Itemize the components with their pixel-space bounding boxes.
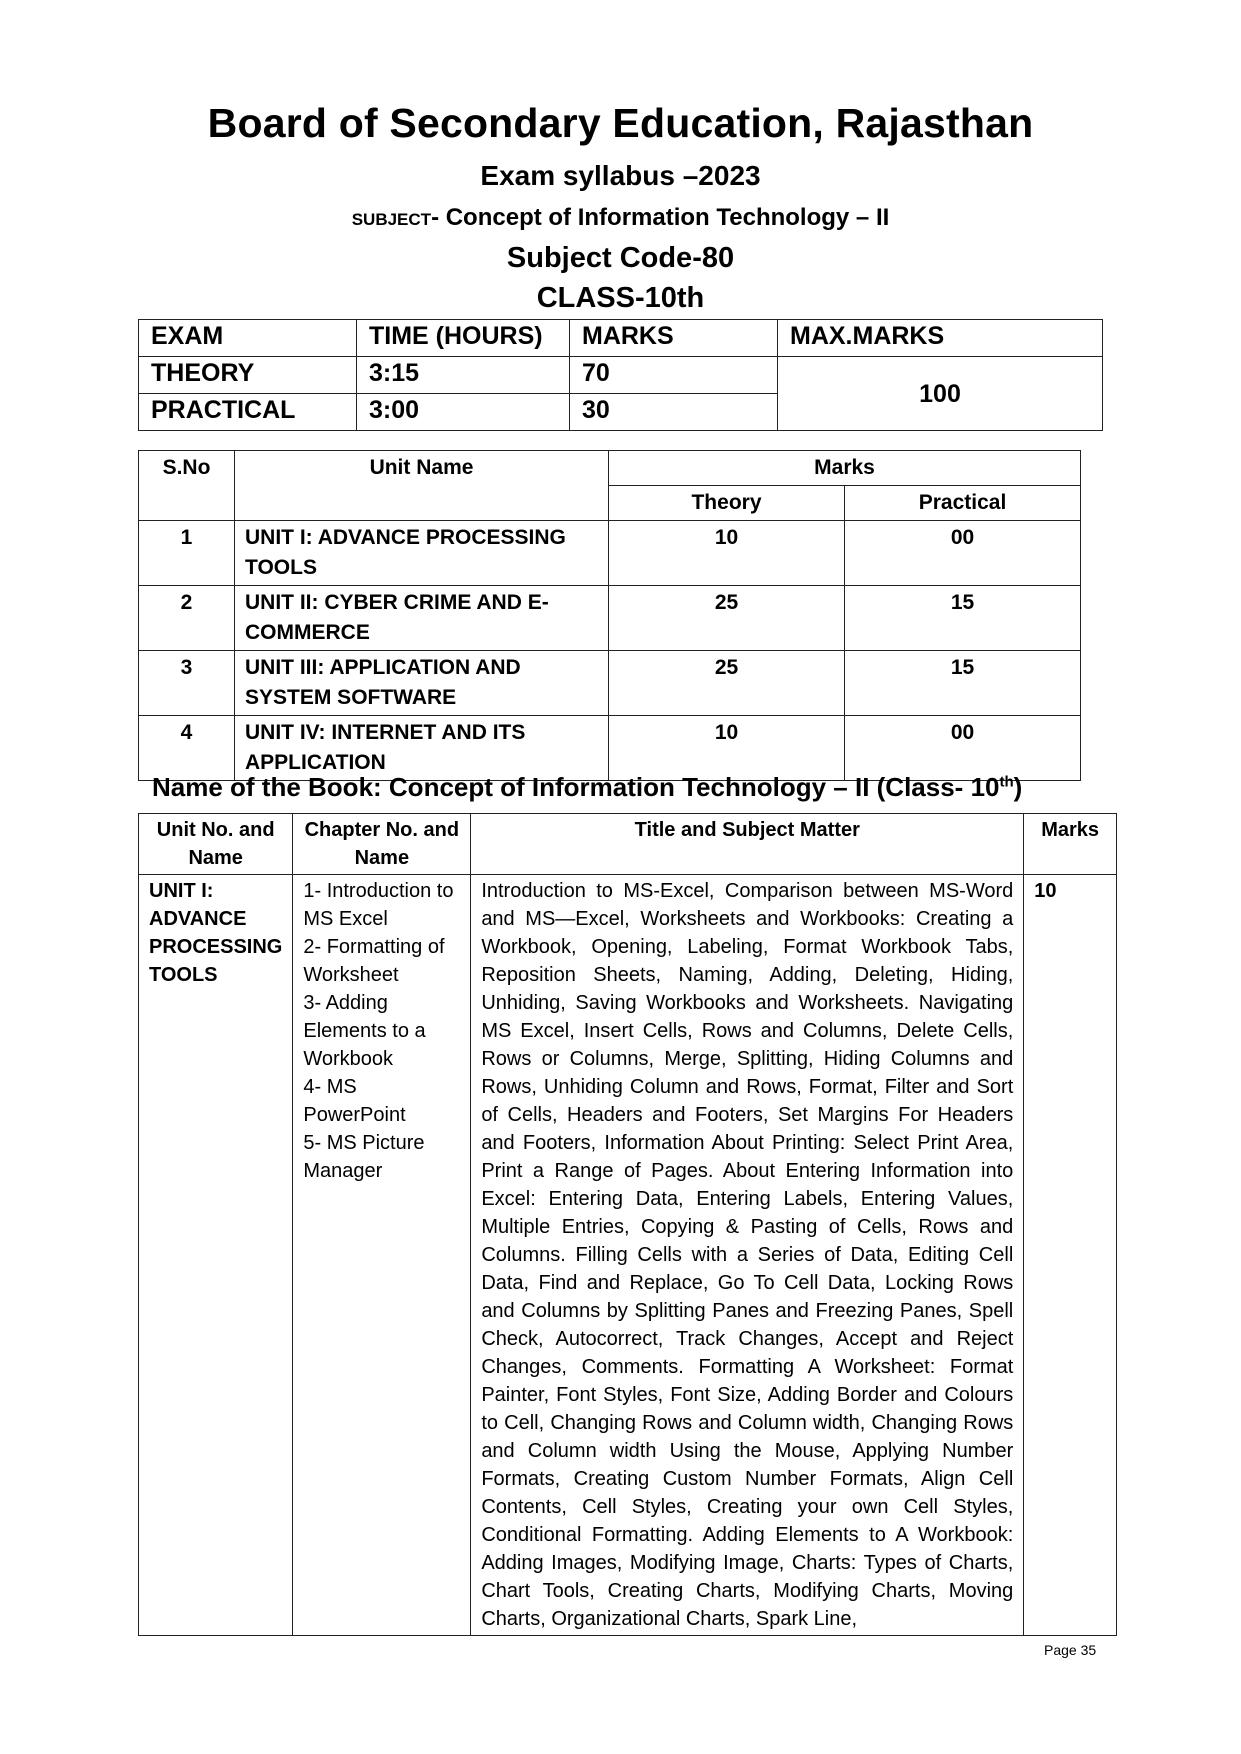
subject-prefix: SUBJECT	[351, 210, 432, 229]
table-header-row	[139, 451, 1081, 486]
table-row	[139, 875, 1117, 1636]
unit-name-cell: UNIT III: APPLICATION AND SYSTEM SOFTWARE	[235, 651, 609, 716]
exam-year-title: Exam syllabus –2023	[480, 160, 761, 191]
subject-matter-cell: Introduction to MS-Excel, Comparison between MS-Word and MS—Excel, Worksheets and Workbooks: Creating a Workbook, Opening, Labeling, Format Workbook Tabs, Reposition Sheets, Naming, Adding, Deleting, Hiding, Unhiding, Saving Workbooks and Worksheets. Navigating MS Excel, Insert Cells, Rows and Columns, Delete Cells, Rows or Columns, Merge, Splitting, Hiding Columns and Rows, Unhiding Column and Rows, Format, Filter and Sort of Cells, Headers and Footers, Set Margins For Headers and Footers, Information About Printing: Select Print Area, Print a Range of Pages. About Entering Information into Excel: Entering Data, Entering Labels, Entering Values, Multiple Entries, Copying & Pasting of Cells, Rows and Columns. Filling Cells with a Series of Data, Editing Cell Data, Find and Replace, Go To Cell Data, Locking Rows and Columns by Splitting Panes and Freezing Panes, Spell Check, Autocorrect, Track Changes, Accept and Reject Changes, Comments. Formatting A Worksheet: Format Painter, Font Styles, Font Size, Adding Border and Colours to Cell, Changing Rows and Column width, Changing Rows and Column width Using the Mouse, Applying Number Formats, Creating Custom Number Formats, Align Cell Contents, Cell Styles, Creating your own Cell Styles, Conditional Formatting. Adding Elements to A Workbook: Adding Images, Modifying Image, Charts: Types of Charts, Chart Tools, Creating Charts, Modifying Charts, Moving Charts, Organizational Charts, Spark Line,	[471, 875, 1024, 1636]
subject-name: - Concept of Information Technology – II	[431, 204, 890, 231]
header-exam: EXAM	[139, 320, 357, 357]
sno-cell: 4	[139, 716, 235, 781]
header-max-marks: MAX.MARKS	[778, 320, 1103, 357]
exam-marks-table	[138, 319, 1103, 431]
header-marks: Marks	[609, 451, 1081, 486]
table-row	[139, 521, 1081, 586]
sno-cell: 3	[139, 651, 235, 716]
unit-name-cell: UNIT I: ADVANCE PROCESSING TOOLS	[235, 521, 609, 586]
chapter-item: 4- MS PowerPoint	[303, 1076, 406, 1126]
subject-code: Subject Code-80	[506, 242, 735, 274]
unit-name-cell: UNIT II: CYBER CRIME AND E-COMMERCE	[235, 586, 609, 651]
book-title	[152, 772, 1022, 803]
chapter-item: 5- MS Picture Manager	[303, 1132, 425, 1182]
header-marks: MARKS	[570, 320, 778, 357]
marks-cell: 70	[570, 357, 778, 394]
subject-title	[0, 204, 1241, 232]
sno-cell: 2	[139, 586, 235, 651]
practical-cell: 00	[845, 716, 1081, 781]
unit-cell: UNIT I: ADVANCE PROCESSING TOOLS	[139, 875, 293, 1636]
exam-type-cell: THEORY	[139, 357, 357, 394]
unit-name-cell: UNIT IV: INTERNET AND ITS APPLICATION	[235, 716, 609, 781]
header-practical: Practical	[845, 486, 1081, 521]
chapter-cell	[293, 875, 471, 1636]
class-title: CLASS-10th	[536, 282, 705, 314]
table-row	[139, 716, 1081, 781]
book-title-text: Name of the Book: Concept of Information Technology – II (Class- 10	[152, 772, 1000, 802]
chapter-item: 2- Formatting of Worksheet	[303, 936, 445, 986]
book-title-sup: th	[999, 773, 1014, 791]
book-title-close: )	[1013, 772, 1023, 802]
table-row	[139, 357, 1103, 394]
max-marks-cell: 100	[778, 357, 1103, 431]
exam-type-cell: PRACTICAL	[139, 394, 357, 431]
header-unit-name: Unit Name	[235, 451, 609, 521]
syllabus-table	[138, 813, 1117, 1636]
header-unit: Unit No. and Name	[139, 814, 293, 875]
board-title: Board of Secondary Education, Rajasthan	[207, 100, 1034, 146]
time-cell: 3:00	[357, 394, 570, 431]
header-chapter: Chapter No. and Name	[293, 814, 471, 875]
header-theory: Theory	[609, 486, 845, 521]
theory-cell: 10	[609, 521, 845, 586]
theory-cell: 25	[609, 586, 845, 651]
header-subject-matter: Title and Subject Matter	[471, 814, 1024, 875]
theory-cell: 25	[609, 651, 845, 716]
practical-cell: 15	[845, 651, 1081, 716]
unit-marks-table	[138, 450, 1081, 781]
sno-cell: 1	[139, 521, 235, 586]
marks-cell: 10	[1024, 875, 1117, 1636]
table-header-row	[139, 814, 1117, 875]
practical-cell: 00	[845, 521, 1081, 586]
theory-cell: 10	[609, 716, 845, 781]
marks-cell: 30	[570, 394, 778, 431]
page-number: Page 35	[1044, 1642, 1097, 1658]
time-cell: 3:15	[357, 357, 570, 394]
chapter-item: 3- Adding Elements to a Workbook	[303, 992, 426, 1070]
table-row	[139, 651, 1081, 716]
header-sno: S.No	[139, 451, 235, 521]
practical-cell: 15	[845, 586, 1081, 651]
table-row	[139, 586, 1081, 651]
table-header-row	[139, 320, 1103, 357]
header-marks: Marks	[1024, 814, 1117, 875]
header-time: TIME (HOURS)	[357, 320, 570, 357]
chapter-item: 1- Introduction to MS Excel	[303, 880, 454, 930]
